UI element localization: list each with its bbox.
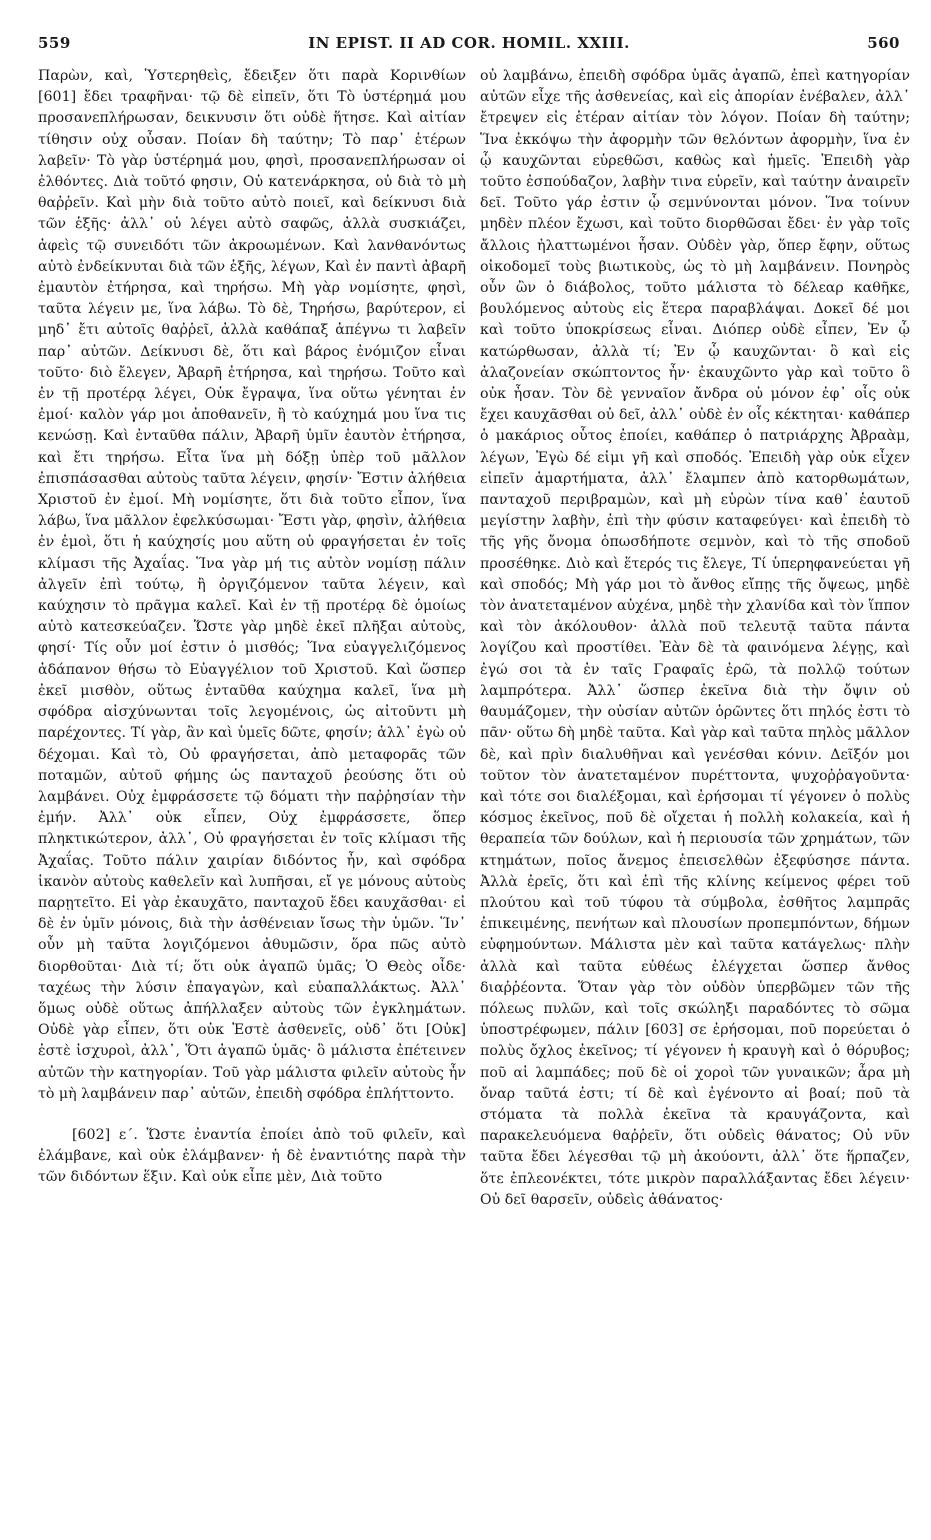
page-number-right: 560	[867, 34, 900, 52]
running-head	[38, 34, 900, 56]
right-paragraph-1: οὐ λαμβάνω, ἐπειδὴ σφόδρα ὑμᾶς ἀγαπῶ, ἐπεὶ κατηγορίαν αὐτῶν εἶχε τῆς ἀσθενείας, καὶ εἰς ἀπορίαν ἐνέβαλεν, ἀλλ᾽ ἔτρεψεν εἰς ἑτέραν αἰτίαν τὸν λόγον. Ποίαν δὴ ταύτην; Ἵνα ἐκκόψω τὴν ἀφορμὴν τῶν θελόντων ἀφορμὴν, ἵνα ἐν ᾧ καυχῶνται εὑρεθῶσι, καθὼς καὶ ἡμεῖς. Ἐπειδὴ γὰρ τοῦτο ἐσπούδαζον, λαβὴν τινα εὑρεῖν, καὶ ταύτην ἀναιρεῖν δεῖ. Τοῦτο γάρ ἐστιν ᾧ σεμνύνονται μόνον. Ἵνα τοίνυν μηδὲν πλέον ἔχωσι, καὶ τοῦτο διορθῶσαι ἔδει· ἐν γὰρ τοῖς ἄλλοις ἠλαττωμένοι ἦσαν. Οὐδὲν γὰρ, ὅπερ ἔφην, οὕτως οἰκοδομεῖ τοὺς βιωτικοὺς, ὡς τὸ μὴ λαμβάνειν. Πονηρὸς οὖν ὢν ὁ διάβολος, τοῦτο μάλιστα τὸ δέλεαρ καθῆκε, βουλόμενος αὐτοὺς εἰς ἕτερα παραβλάψαι. Δοκεῖ δέ μοι καὶ τοῦτο ὑποκρίσεως εἶναι. Διόπερ οὐδὲ εἶπεν, Ἐν ᾧ κατώρθωσαν, ἀλλὰ τί; Ἐν ᾧ καυχῶνται· ὃ καὶ εἰς ἀλαζονείαν σκώπτοντος ἦν· ἐκαυχῶντο γὰρ καὶ τοῦτο ὃ οὐκ ἦσαν. Τὸν δὲ γενναῖον ἄνδρα οὐ μόνον ἐφ᾽ οἷς οὐκ ἔχει καυχᾶσθαι οὐ δεῖ, ἀλλ᾽ οὐδὲ ἐν οἷς κέκτηται· καθάπερ ὁ μακάριος οὗτος ἐποίει, καθάπερ ὁ πατριάρχης Ἀβραὰμ, λέγων, Ἐγὼ δέ εἰμι γῆ καὶ σποδός. Ἐπειδὴ γὰρ οὐκ εἶχεν εἰπεῖν ἁμαρτήματα, ἀλλ᾽ ἔλαμπεν ἀπὸ κατορθωμάτων, πανταχοῦ περιβραμὼν, καὶ μὴ εὑρὼν τίνα καθ᾽ ἑαυτοῦ μεγίστην λαβὴν, ἐπὶ τὴν φύσιν καταφεύγει· καὶ ἐπειδὴ τὸ τῆς γῆς ὄνομα ὁπωσδήποτε σεμνὸν, καὶ τὸ τῆς σποδοῦ προσέθηκε. Διὸ καὶ ἕτερός τις ἔλεγε, Τί ὑπερηφανεύεται γῆ καὶ σποδός; Μὴ γάρ μοι τὸ ἄνθος εἴπῃς τῆς ὄψεως, μηδὲ τὸν ἀνατεταμένον αὐχένα, μηδὲ τὴν χλανίδα καὶ τὸν ἵππον καὶ τὸν ἀκόλουθον· ἀλλὰ ποῦ τελευτᾷ ταῦτα πάντα λογίζου καὶ προστίθει. Ἐὰν δὲ τὰ φαινόμενα λέγῃς, καὶ ἐγώ σοι τὰ ἐν ταῖς Γραφαῖς ἐρῶ, τὰ πολλῷ τούτων λαμπρότερα. Ἀλλ᾽ ὥσπερ ἐκεῖνα διὰ τὴν ὄψιν οὐ θαυμάζομεν, τὴν οὐσίαν αὐτῶν ὁρῶντες ὅτι πηλός ἐστι τὸ πᾶν· οὕτω δὴ μηδὲ ταῦτα. Καὶ γὰρ καὶ ταῦτα πηλὸς μᾶλλον δὲ, καὶ πρὶν διαλυθῆναι καὶ γενέσθαι κόνιν. Δεῖξόν μοι τοῦτον τὸν ἀνατεταμένον πυρέττοντα, ψυχοῤῥαγοῦντα· καὶ τότε σοι διαλέξομαι, καὶ ἐρήσομαι τί γέγονεν ὁ πολὺς κόσμος ἐκεῖνος, ποῦ δὲ οἴχεται ἡ πολλὴ κολακεία, καὶ ἡ θεραπεία τῶν δούλων, καὶ ἡ περιουσία τῶν χρημάτων, τῶν κτημάτων, ποῖος ἄνεμος ἐπεισελθὼν ἐξεφύσησε πάντα. Ἀλλὰ ἐρεῖς, ὅτι καὶ ἐπὶ τῆς κλίνης κείμενος φέρει τοῦ πλούτου καὶ τοῦ τύφου τὰ σύμβολα, ἐσθῆτος λαμπρᾶς ἐπικειμένης, πενήτων καὶ πλουσίων προπεμπόντων, δήμων εὐφημούντων. Μάλιστα μὲν καὶ ταῦτα κατάγελως· πλὴν ἀλλὰ καὶ ταῦτα εὐθέως ἐλέγχεται ὥσπερ ἄνθος διαῤῥέοντα. Ὅταν γὰρ τὸν οὐδὸν ὑπερβῶμεν τῶν τῆς πόλεως πυλῶν, καὶ τοῖς σκώληξι παραδόντες τὸ σῶμα ὑποστρέφωμεν, πάλιν [603] σε ἐρήσομαι, ποῦ πορεύεται ὁ πολὺς ὄχλος ἐκεῖνος; τί γέγονεν ἡ κραυγὴ καὶ ὁ θόρυβος; ποῦ αἱ λαμπάδες; ποῦ δὲ οἱ χοροὶ τῶν γυναικῶν; ἆρα μὴ ὄναρ ταῦτά ἐστι; τί δὲ καὶ ἐγένοντο αἱ βοαί; ποῦ τὰ στόματα τὰ πολλὰ ἐκεῖνα τὰ κραυγάζοντα, καὶ παρακελευόμενα θαῤῥεῖν, ὅτι οὐδεὶς θάνατος; Οὐ νῦν ταῦτα ἔδει λέγεσθαι τῷ μὴ ἀκούοντι, ἀλλ᾽ ὅτε ἥρπαζεν, ὅτε ἐπλεονέκτει, τότε μικρὸν παραλλάξαντας ἔδει λέγειν· Οὐ δεῖ θαρσεῖν, οὐδεὶς ἀθάνατος·	[480, 68, 910, 1208]
left-column	[38, 66, 466, 1189]
right-column	[480, 66, 910, 1211]
left-paragraph-2: [602] ε΄. Ὥστε ἐναντία ἐποίει ἀπὸ τοῦ φιλεῖν, καὶ ἐλάμβανε, καὶ οὐκ ἐλάμβανεν· ἡ δὲ ἐναντιότης παρὰ τὴν τῶν διδόντων ἕξιν. Καὶ οὐκ εἶπε μὲν, Διὰ τοῦτο	[38, 1126, 466, 1186]
running-title: IN EPIST. II AD COR. HOMIL. XXIII.	[308, 34, 630, 52]
left-paragraph-1: Παρὼν, καὶ, Ὑστερηθεὶς, ἔδειξεν ὅτι παρὰ Κορινθίων [601] ἔδει τραφῆναι· τῷ δὲ εἰπεῖν, ὅτι Τὸ ὑστέρημά μου προσανεπλήρωσαν, δεικνυσιν ὅτι οὐδὲ ἥτησε. Καὶ αἰτίαν τίθησιν οὐχ οὖσαν. Ποίαν δὴ ταύτην; Τὸ παρ᾽ ἑτέρων λαβεῖν· Τὸ γὰρ ὑστέρημά μου, φησὶ, προσανεπλήρωσαν οἱ ἐλθόντες. Διὰ τοῦτό φησιν, Οὐ κατενάρκησα, οὐ διὰ τὸ μὴ θαῤῥεῖν. Καὶ μὴν διὰ τοῦτο αὐτὸ ποιεῖ, καὶ δείκνυσι διὰ τῶν ἑξῆς· ἀλλ᾽ οὐ λέγει αὐτὸ σαφῶς, ἀλλὰ συσκιάζει, ἀφεὶς τῷ συνειδότι τῶν ἀκροωμένων. Καὶ λανθανόντως αὐτὸ ἐνδείκνυται διὰ τῶν ἑξῆς, λέγων, Καὶ ἐν παντὶ ἀβαρῆ ἐμαυτὸν ἐτήρησα, καὶ τηρήσω. Μὴ γὰρ νομίσητε, φησὶ, ταῦτα λέγειν με, ἵνα λάβω. Τὸ δὲ, Τηρήσω, βαρύτερον, εἰ μηδ᾽ ἔτι αὐτοῖς θαῤῥεῖ, ἀλλὰ καθάπαξ ἀπέγνω τι λαβεῖν παρ᾽ αὐτῶν. Δείκνυσι δὲ, ὅτι καὶ βάρος ἐνόμιζον εἶναι τοῦτο· διὸ ἔλεγεν, Ἀβαρῆ ἐτήρησα, καὶ τηρήσω. Τοῦτο καὶ ἐν τῇ προτέρᾳ λέγει, Οὐκ ἔγραψα, ἵνα οὕτω γένηται ἐν ἐμοί· καλὸν γάρ μοι ἀποθανεῖν, ἢ τὸ καύχημά μου ἵνα τις κενώσῃ. Καὶ ἐνταῦθα πάλιν, Ἀβαρῆ ὑμῖν ἑαυτὸν ἐτήρησα, καὶ ἔτι τηρήσω. Εἶτα ἵνα μὴ δόξῃ ὑπὲρ τοῦ μᾶλλον ἐπισπάσασθαι αὐτοὺς ταῦτα λέγειν, φησίν· Ἔστιν ἀλήθεια Χριστοῦ ἐν ἐμοί. Μὴ νομίσητε, ὅτι διὰ τοῦτο εἶπον, ἵνα λάβω, ἵνα μᾶλλον ἐφελκύσωμαι· Ἔστι γὰρ, φησὶν, ἀλήθεια ἐν ἐμοὶ, ὅτι ἡ καύχησίς μου αὕτη οὐ φραγήσεται ἐν τοῖς κλίμασι τῆς Ἀχαΐας. Ἵνα γὰρ μή τις αὐτὸν νομίσῃ πάλιν ἀλγεῖν ἐπὶ τούτῳ, ἢ ὀργιζόμενον ταῦτα λέγειν, καὶ καύχησιν τὸ πρᾶγμα καλεῖ. Καὶ ἐν τῇ προτέρᾳ δὲ ὁμοίως αὐτὸ κατεσκεύαζεν. Ὥστε γὰρ μηδὲ ἐκεῖ πλῆξαι αὐτοὺς, φησί· Τίς οὖν μοί ἐστιν ὁ μισθός; Ἵνα εὐαγγελιζόμενος ἀδάπανον θήσω τὸ Εὐαγγέλιον τοῦ Χριστοῦ. Καὶ ὥσπερ ἐκεῖ μισθὸν, οὕτως ἐνταῦθα καύχημα καλεῖ, ἵνα μὴ σφόδρα αἰσχύνωνται τοῖς λεγομένοις, ὡς αἰτοῦντι μὴ παρέχοντες. Τί γὰρ, ἂν καὶ ὑμεῖς δῶτε, φησίν; ἀλλ᾽ ἐγὼ οὐ δέχομαι. Καὶ τὸ, Οὐ φραγήσεται, ἀπὸ μεταφορᾶς τῶν ποταμῶν, αὐτοῦ φήμης ὡς πανταχοῦ ῥεούσης ὅτι οὐ λαμβάνει. Οὐχ ἐμφράσσετε τῷ δόματι τὴν παῤῥησίαν τὴν ἐμήν. Ἀλλ᾽ οὐκ εἶπεν, Οὐχ ἐμφράσσετε, ὅπερ πληκτικώτερον, ἀλλ᾽, Οὐ φραγήσεται ἐν τοῖς κλίμασι τῆς Ἀχαΐας. Τοῦτο πάλιν χαιρίαν διδόντος ἦν, καὶ σφόδρα ἱκανὸν αὐτοὺς καθελεῖν καὶ λυπῆσαι, εἴ γε μόνους αὐτοὺς παρῃτεῖτο. Εἰ γὰρ ἐκαυχᾶτο, πανταχοῦ ἔδει καυχᾶσθαι· εἰ δὲ ἐν ὑμῖν μόνοις, διὰ τὴν ἀσθένειαν ἴσως τὴν ὑμῶν. Ἵν᾽ οὖν μὴ ταῦτα λογιζόμενοι ἀθυμῶσιν, ὅρα πῶς αὐτὸ διορθοῦται· Διὰ τί; ὅτι οὐκ ἀγαπῶ ὑμᾶς; Ὁ Θεὸς οἶδε· ταχέως τὴν λύσιν ἐπαγαγὼν, καὶ εὐαπαλλάκτως. Ἀλλ᾽ ὅμως οὐδὲ οὕτως ἀπήλλαξεν αὐτοὺς τῶν ἐγκλημάτων. Οὐδὲ γὰρ εἶπεν, ὅτι οὐκ Ἐστὲ ἀσθενεῖς, οὐδ᾽ ὅτι [Οὐκ] ἐστὲ ἰσχυροὶ, ἀλλ᾽, Ὅτι ἀγαπῶ ὑμᾶς· ὃ μάλιστα ἐπέτεινεν αὐτῶν τὴν κατηγορίαν. Τοῦ γὰρ μάλιστα φιλεῖν αὐτοὺς ἦν τὸ μὴ λαμβάνειν παρ᾽ αὐτῶν, ἐπειδὴ σφόδρα ἐπλήττοντο.	[38, 68, 466, 1102]
page-number-left: 559	[38, 34, 71, 52]
